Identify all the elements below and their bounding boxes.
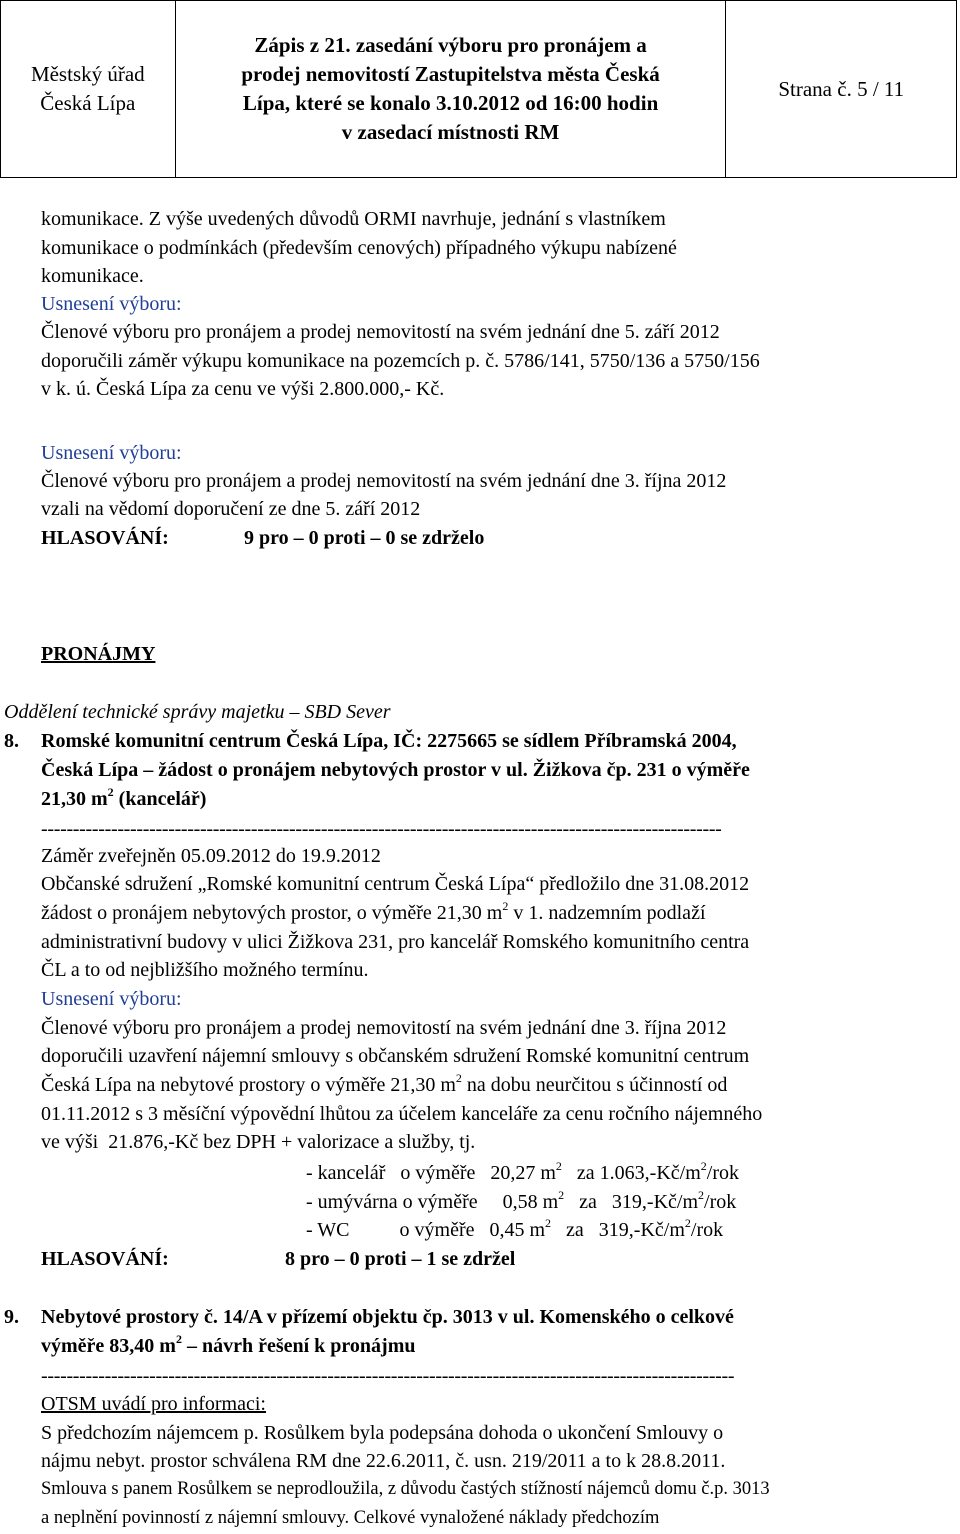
- header-page-number: Strana č. 5 / 11: [778, 76, 905, 101]
- header-office-line1: Městský úřad: [30, 62, 145, 86]
- paragraph-line: doporučili uzavření nájemní smlouvy s občanském sdružení Romské komunitní centrum: [41, 1045, 750, 1067]
- item-number: 9.: [4, 1306, 19, 1328]
- item-title-line: Česká Lípa – žádost o pronájem nebytových prostor v ul. Žižkova čp. 231 o výměře: [41, 759, 750, 781]
- resolution-label: Usnesení výboru:: [41, 988, 182, 1010]
- vote-result: 9 pro – 0 proti – 0 se zdrželo: [244, 527, 485, 549]
- item-title-line: Nebytové prostory č. 14/A v přízemí objektu čp. 3013 v ul. Komenského o celkové: [41, 1306, 734, 1328]
- rent-row-wc: - WC o výměře 0,45 $m^2$ za $319,-Kč/m^2$/rok: [306, 1216, 724, 1241]
- vote-label: HLASOVÁNÍ:: [41, 527, 169, 549]
- rent-row-washroom: - umývárna o výměře 0,58 $m^2$ za $319,-Kč/m^2$/rok: [306, 1188, 737, 1213]
- paragraph-line: doporučili záměr výkupu komunikace na pozemcích p. č. 5786/141, 5750/136 a 5750/156: [41, 350, 760, 372]
- header-title-line2: prodej nemovitostí Zastupitelstva města Česká: [241, 62, 660, 86]
- item-title-line: 21,30 $m^2$ (kancelář): [41, 785, 207, 810]
- separator-dashes: -------------------------------------------------------------------------------------------------------------: [41, 1365, 735, 1387]
- paragraph-line: Členové výboru pro pronájem a prodej nemovitostí na svém jednání dne 5. září 2012: [41, 321, 720, 343]
- header-office: [1, 1, 176, 177]
- header-title: [176, 1, 727, 177]
- paragraph-line: S předchozím nájemcem p. Rosůlkem byla podepsána dohoda o ukončení Smlouvy o: [41, 1422, 724, 1444]
- paragraph-line: v k. ú. Česká Lípa za cenu ve výši 2.800.000,- Kč.: [41, 378, 445, 400]
- paragraph-line: Občanské sdružení „Romské komunitní centrum Česká Lípa“ předložilo dne 31.08.2012: [41, 873, 750, 895]
- paragraph-line: komunikace o podmínkách (především cenových) případného výkupu nabízené: [41, 237, 677, 259]
- rent-row-office: - kancelář o výměře 20,27 $m^2$ za $1.063,-Kč/m^2$/rok: [306, 1159, 739, 1184]
- paragraph-line: administrativní budovy v ulici Žižkova 231, pro kancelář Romského komunitního centra: [41, 931, 750, 953]
- paragraph-line: komunikace.: [41, 265, 144, 287]
- item-number: 8.: [4, 730, 19, 752]
- document-header: [0, 0, 957, 178]
- paragraph-line: Členové výboru pro pronájem a prodej nemovitostí na svém jednání dne 3. října 2012: [41, 470, 727, 492]
- paragraph-line: Česká Lípa na nebytové prostory o výměře 21,30 $m^2$ na dobu neurčitou s účinností od: [41, 1071, 728, 1096]
- paragraph-line: 01.11.2012 s 3 měsíční výpovědní lhůtou za účelem kanceláře za cenu ročního nájemného: [41, 1103, 763, 1125]
- paragraph-line: Záměr zveřejněn 05.09.2012 do 19.9.2012: [41, 845, 381, 867]
- resolution-label: Usnesení výboru:: [41, 293, 182, 315]
- paragraph-line: vzali na vědomí doporučení ze dne 5. září 2012: [41, 498, 421, 520]
- header-title-line3: Lípa, které se konalo 3.10.2012 od 16:00 hodin: [242, 91, 659, 115]
- header-office-line2: Česká Lípa: [40, 91, 136, 115]
- item-title-line: výměře 83,40 $m^2$ – návrh řešení k pronájmu: [41, 1332, 416, 1357]
- paragraph-line: Členové výboru pro pronájem a prodej nemovitostí na svém jednání dne 3. října 2012: [41, 1017, 727, 1039]
- paragraph-line: ČL a to od nejbližšího možného termínu.: [41, 959, 369, 981]
- vote-label: HLASOVÁNÍ:: [41, 1248, 169, 1270]
- separator-dashes: -----------------------------------------------------------------------------------------------------------: [41, 818, 722, 840]
- paragraph-line: Smlouva s panem Rosůlkem se neprodloužila, z důvodu častých stížností nájemců domu č.p. 3013: [41, 1479, 770, 1499]
- vote-result: 8 pro – 0 proti – 1 se zdržel: [285, 1248, 516, 1270]
- paragraph-line: nájmu nebyt. prostor schválena RM dne 22.6.2011, č. usn. 219/2011 a to k 28.8.2011.: [41, 1450, 726, 1472]
- paragraph-line: žádost o pronájem nebytových prostor, o výměře 21,30 $m^2$ v 1. nadzemním podlaží: [41, 899, 706, 924]
- section-title: PRONÁJMY: [41, 643, 156, 665]
- header-title-line1: Zápis z 21. zasedání výboru pro pronájem a: [254, 33, 647, 57]
- department-label: Oddělení technické správy majetku – SBD Sever: [4, 701, 391, 723]
- paragraph-line: a neplnění povinností z nájemní smlouvy. Celkové vynaložené náklady předchozím: [41, 1508, 660, 1528]
- header-title-line4: v zasedací místnosti RM: [341, 120, 560, 144]
- item-title-line: Romské komunitní centrum Česká Lípa, IČ: 2275665 se sídlem Příbramská 2004,: [41, 730, 737, 752]
- paragraph-line: ve výši 21.876,-Kč bez DPH + valorizace a služby, tj.: [41, 1131, 476, 1153]
- paragraph-line: komunikace. Z výše uvedených důvodů ORMI navrhuje, jednání s vlastníkem: [41, 208, 666, 230]
- resolution-label: Usnesení výboru:: [41, 442, 182, 464]
- info-label: OTSM uvádí pro informaci:: [41, 1393, 266, 1415]
